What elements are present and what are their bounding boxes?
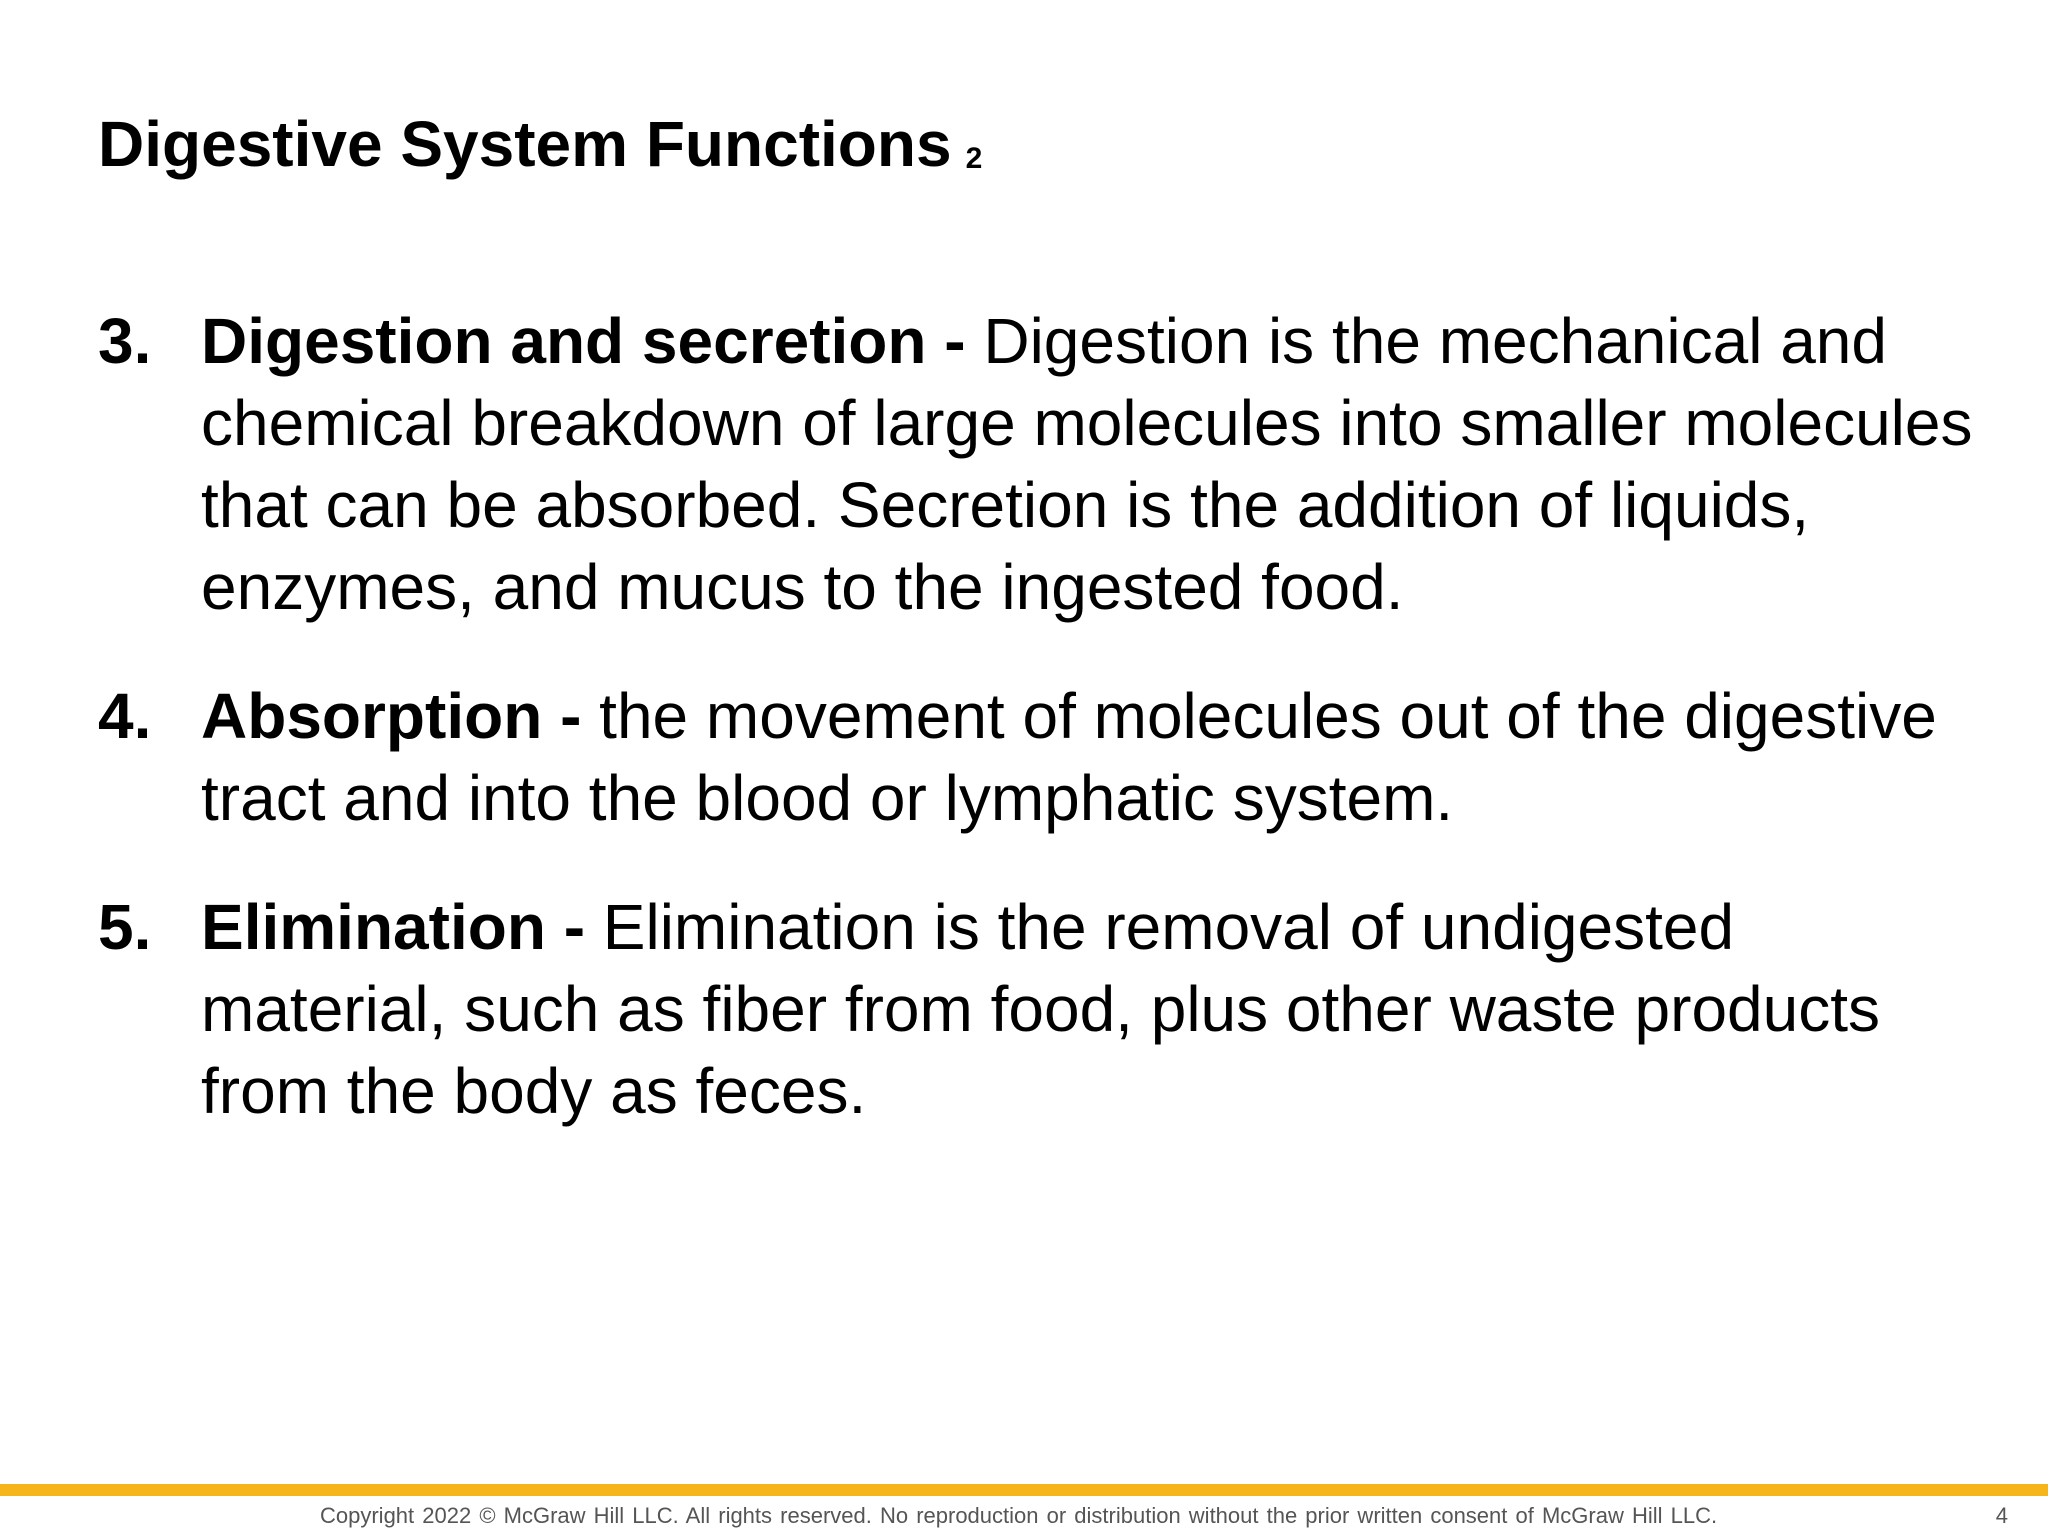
item-description: the movement of molecules out of the digestive tract and into the blood or lymphatic system. [201,680,1937,834]
slide-title-suffix: 2 [965,142,983,175]
item-number: 3. [98,305,152,377]
item-term: Absorption - [201,680,582,752]
function-item-elimination [98,886,1978,1132]
item-description: Elimination is the removal of undigested material, such as fiber from food, plus other waste products from the body as feces. [201,891,1880,1127]
item-term: Digestion and secretion - [201,305,966,377]
function-item-digestion-secretion [98,300,1978,628]
slide-title-text: Digestive System Functions [98,108,952,180]
function-list [98,300,1978,1179]
item-number: 4. [98,680,152,752]
item-term: Elimination - [201,891,585,963]
function-item-absorption [98,675,1978,839]
page-number: 4 [1995,1503,2008,1528]
item-description: Digestion is the mechanical and chemical breakdown of large molecules into smaller molecules that can be absorbed. Secretion is the addition of liquids, enzymes, and mucus to the ingested food. [201,305,1973,623]
footer-copyright: Copyright 2022 © McGraw Hill LLC. All rights reserved. No reproduction or distribution without the prior written consent of McGraw Hill LLC. [320,1503,1718,1528]
footer-accent-bar [0,1484,2048,1496]
item-number: 5. [98,891,152,963]
slide-title [98,106,982,183]
